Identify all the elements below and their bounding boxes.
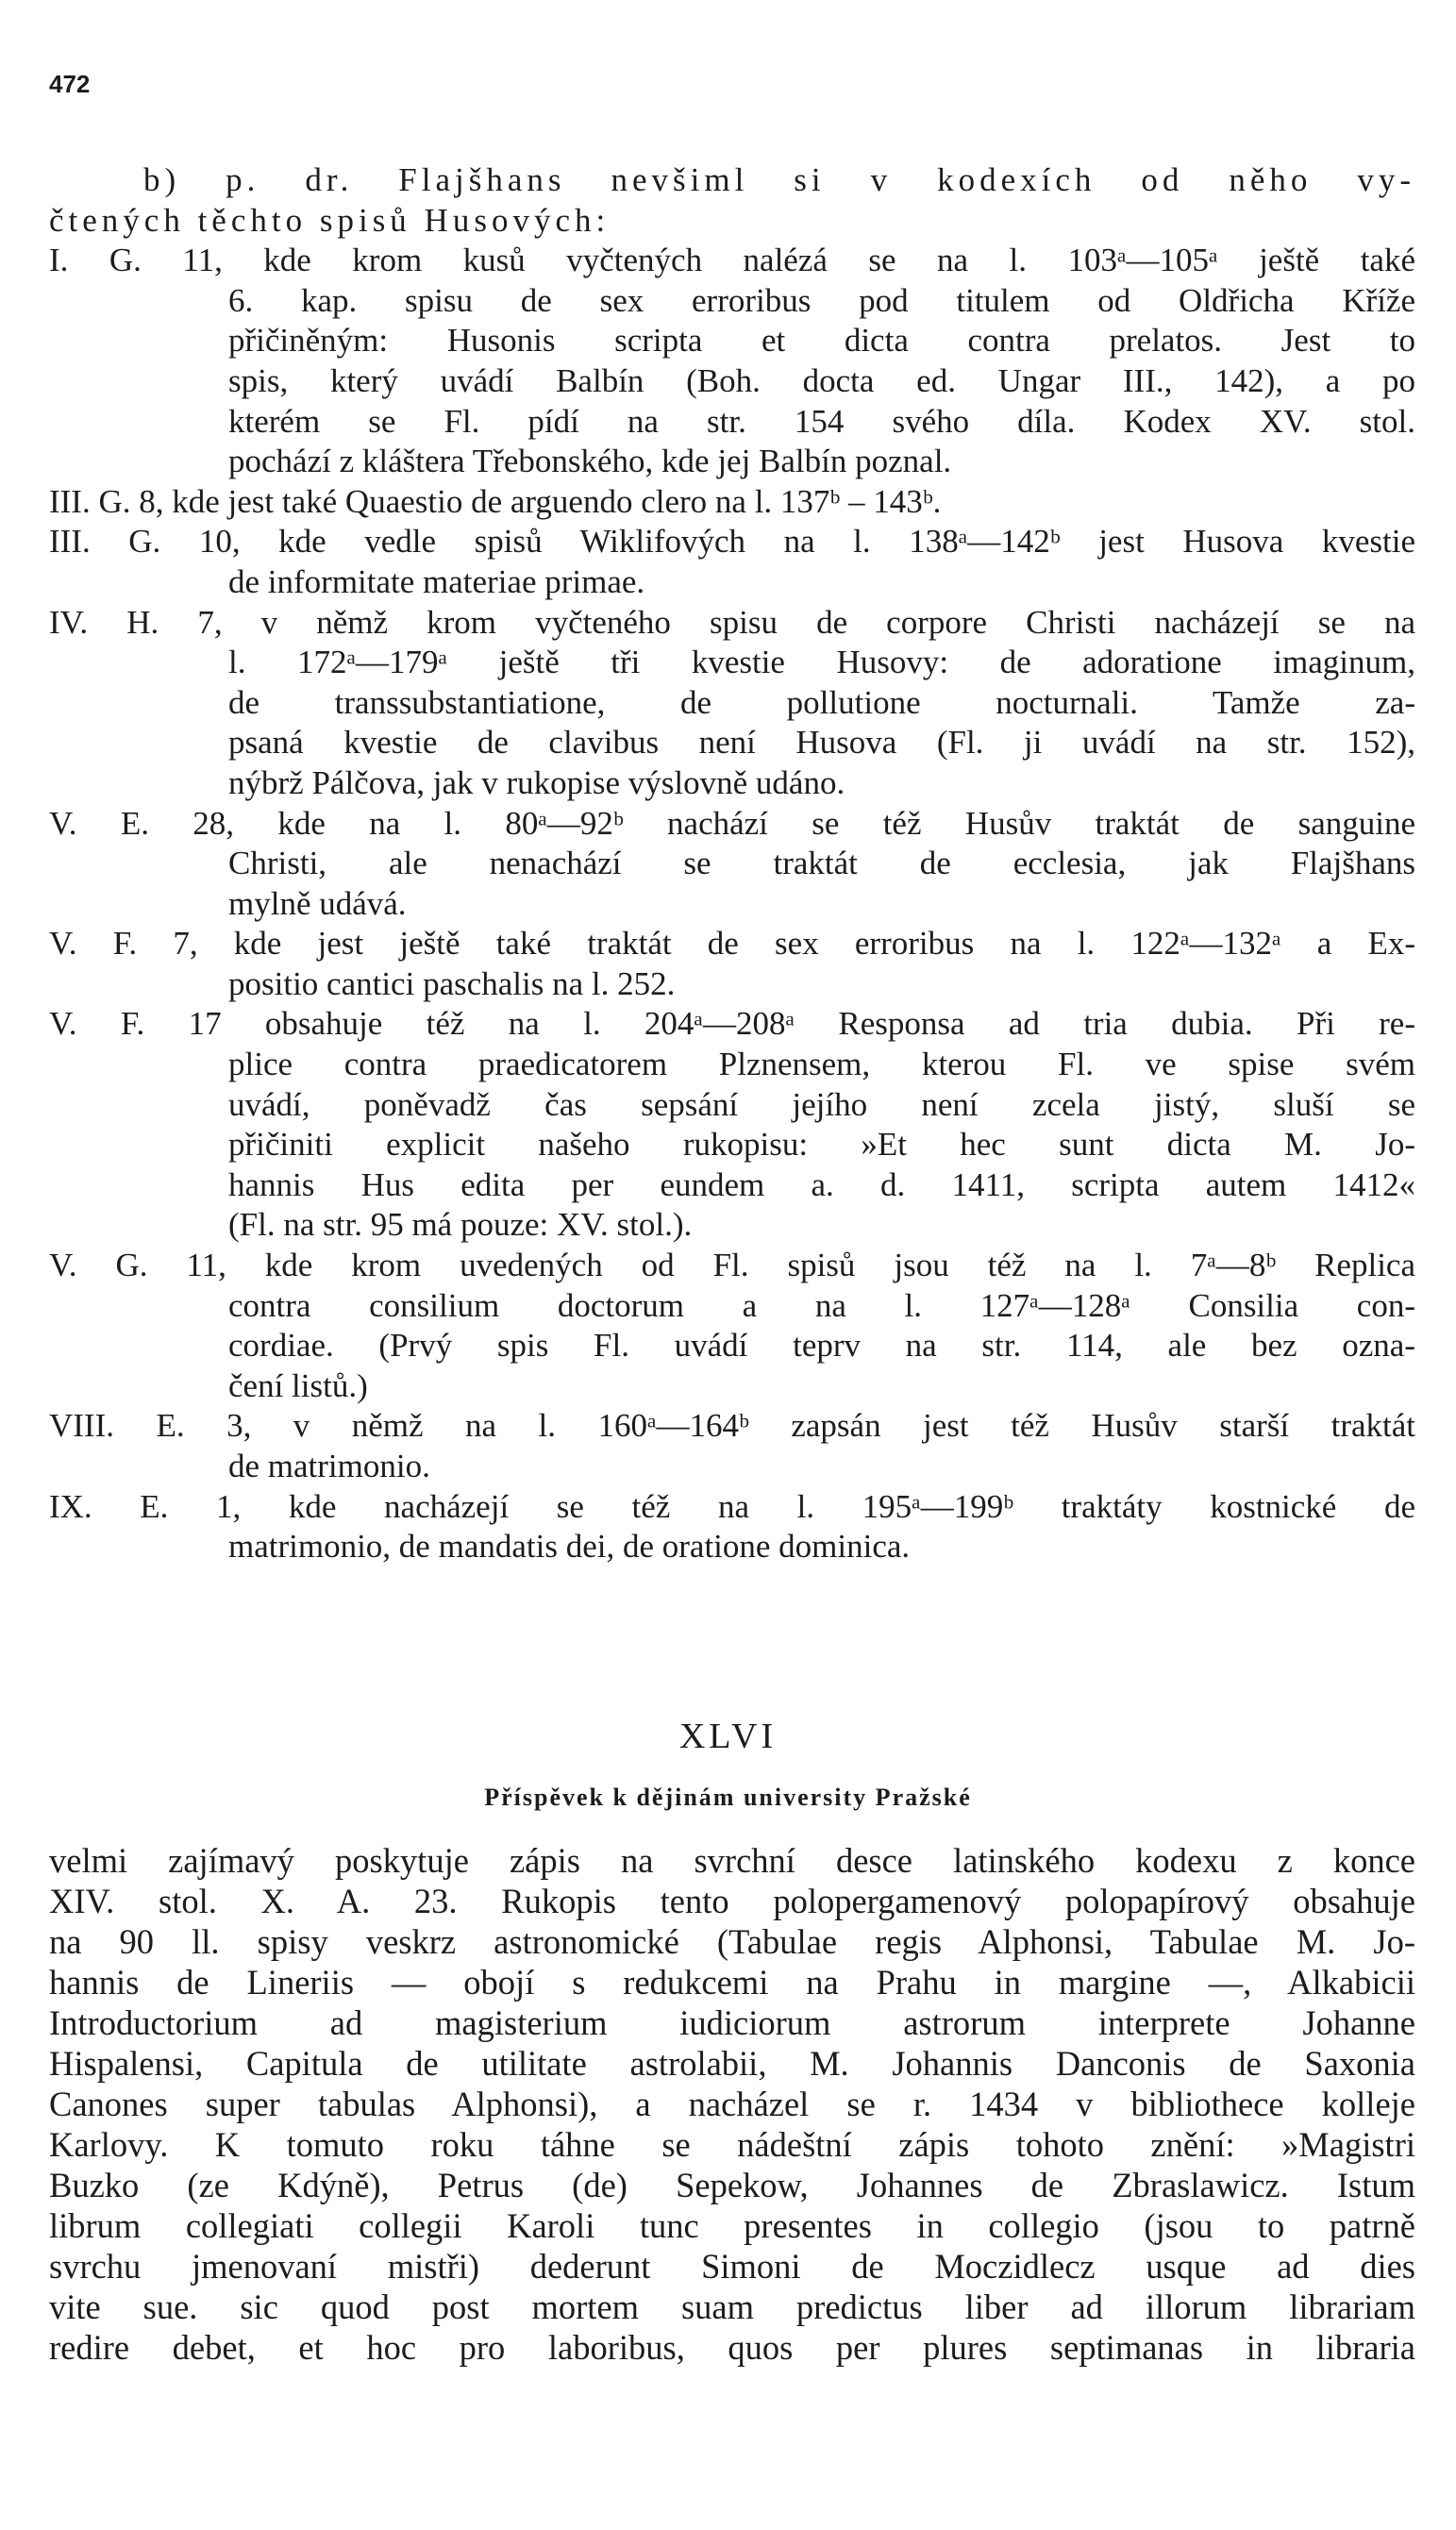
note-line: psaná kvestie de clavibus není Husova (Fl. ji uvádí na str. 152), — [228, 724, 1415, 762]
page-number: 472 — [49, 70, 91, 98]
body-line: redire debet, et hoc pro laboribus, quos per plures septimanas in libraria — [49, 2328, 1415, 2367]
note-line: V. G. 11, kde krom uvedených od Fl. spisů jsou též na l. 7ᵃ—8ᵇ Replica — [49, 1247, 1415, 1284]
note-line: de transsubstantiatione, de pollutione nocturnali. Tamže za- — [228, 683, 1415, 721]
body-line: XIV. stol. X. A. 23. Rukopis tento polopergamenový polopapírový obsahuje — [49, 1882, 1415, 1920]
note-line: de matrimonio. — [228, 1448, 430, 1484]
note-line: matrimonio, de mandatis dei, de oratione dominica. — [228, 1528, 911, 1566]
note-line: cordiae. (Prvý spis Fl. uvádí teprv na str. 114, ale bez ozna- — [228, 1327, 1415, 1365]
section-title: Příspěvek k dějinám university Pražské — [484, 1784, 972, 1811]
section-number: XLVI — [678, 1717, 778, 1756]
note-line: V. F. 17 obsahuje též na l. 204ᵃ—208ᵃ Responsa ad tria dubia. Při re- — [49, 1005, 1415, 1043]
note-line: contra consilium doctorum a na l. 127ᵃ—128ᵃ Consilia con- — [228, 1286, 1415, 1324]
body-line: Hispalensi, Capitula de utilitate astrolabii, M. Johannis Danconis de Saxonia — [49, 2044, 1415, 2083]
note-line: nýbrž Pálčova, jak v rukopise výslovně udáno. — [228, 763, 845, 801]
note-intro-line: čtených těchto spisů Husových: — [49, 201, 611, 239]
body-line: librum collegiati collegii Karoli tunc presentes in collegio (jsou to patrně — [49, 2206, 1415, 2245]
note-line: (Fl. na str. 95 má pouze: XV. stol.). — [228, 1206, 693, 1244]
note-line: IX. E. 1, kde nacházejí se též na l. 195ᵃ—199ᵇ traktáty kostnické de — [49, 1487, 1415, 1525]
body-line: na 90 ll. spisy veskrz astronomické (Tabulae regis Alphonsi, Tabulae M. Jo- — [49, 1922, 1415, 1961]
body-line: Karlovy. K tomuto roku táhne se nádeštní zápis tohoto znění: »Magistri — [49, 2125, 1415, 2164]
note-line: uvádí, poněvadž čas sepsání jejího není zcela jistý, sluší se — [228, 1085, 1415, 1123]
note-line: 6. kap. spisu de sex erroribus pod titulem od Oldřicha Kříže — [228, 281, 1415, 319]
note-line: Christi, ale nenachází se traktát de ecclesia, jak Flajšhans — [228, 845, 1415, 882]
note-line: positio cantici paschalis na l. 252. — [228, 964, 676, 1002]
note-line: kterém se Fl. pídí na str. 154 svého díla. Kodex XV. stol. — [228, 402, 1415, 440]
note-line: III. G. 10, kde vedle spisů Wiklifových na l. 138ᵃ—142ᵇ jest Husova kvestie — [49, 523, 1415, 561]
body-line: Introductorium ad magisterium iudiciorum astrorum interprete Johanne — [49, 2003, 1415, 2042]
note-line: de informitate materiae primae. — [228, 562, 645, 600]
body-line: Canones super tabulas Alphonsi), a nacházel se r. 1434 v bibliothece kolleje — [49, 2085, 1415, 2123]
note-line: III. G. 8, kde jest také Quaestio de arguendo clero na l. 137ᵇ – 143ᵇ. — [49, 482, 942, 520]
note-line: plice contra praedicatorem Plznensem, kterou Fl. ve spise svém — [228, 1046, 1415, 1083]
note-line: hannis Hus edita per eundem a. d. 1411, scripta autem 1412« — [228, 1165, 1415, 1203]
note-line: V. E. 28, kde na l. 80ᵃ—92ᵇ nachází se též Husův traktát de sanguine — [49, 804, 1415, 842]
note-lines — [49, 241, 1415, 1567]
footnote-block — [49, 160, 1415, 1567]
body-line: hannis de Lineriis — obojí s redukcemi na Prahu in margine —, Alkabicii — [49, 1963, 1415, 2002]
body-line: svrchu jmenovaní mistři) dederunt Simoni de Moczidlecz usque ad dies — [49, 2247, 1415, 2286]
body-line: velmi zajímavý poskytuje zápis na svrchní desce latinského kodexu z konce — [49, 1841, 1415, 1880]
body-line: Buzko (ze Kdýně), Petrus (de) Sepekow, Johannes de Zbraslawicz. Istum — [49, 2166, 1415, 2204]
body-line: vite sue. sic quod post mortem suam predictus liber ad illorum librariam — [49, 2287, 1415, 2326]
note-line: přičiněným: Husonis scripta et dicta contra prelatos. Jest to — [228, 322, 1415, 360]
note-line: mylně udává. — [228, 884, 407, 922]
body-text — [49, 1840, 1415, 2368]
note-line: I. G. 11, kde krom kusů vyčtených nalézá se na l. 103ᵃ—105ᵃ ještě také — [49, 242, 1415, 279]
note-line: V. F. 7, kde jest ještě také traktát de sex erroribus na l. 122ᵃ—132ᵃ a Ex- — [49, 925, 1415, 963]
note-intro-line: b) p. dr. Flajšhans nevšiml si v kodexích od něho vy- — [143, 161, 1415, 198]
note-line: l. 172ᵃ—179ᵃ ještě tři kvestie Husovy: de adoratione imaginum, — [228, 644, 1415, 681]
note-line: VIII. E. 3, v němž na l. 160ᵃ—164ᵇ zapsán jest též Husův starší traktát — [49, 1407, 1415, 1445]
note-line: spis, který uvádí Balbín (Boh. docta ed. Ungar III., 142), a po — [228, 361, 1415, 399]
note-line: čení listů.) — [228, 1366, 368, 1404]
note-line: přičiniti explicit našeho rukopisu: »Et hec sunt dicta M. Jo- — [228, 1126, 1415, 1164]
note-line: pochází z kláštera Třebonského, kde jej Balbín poznal. — [228, 443, 952, 480]
note-line: IV. H. 7, v němž krom vyčteného spisu de corpore Christi nacházejí se na — [49, 603, 1415, 641]
